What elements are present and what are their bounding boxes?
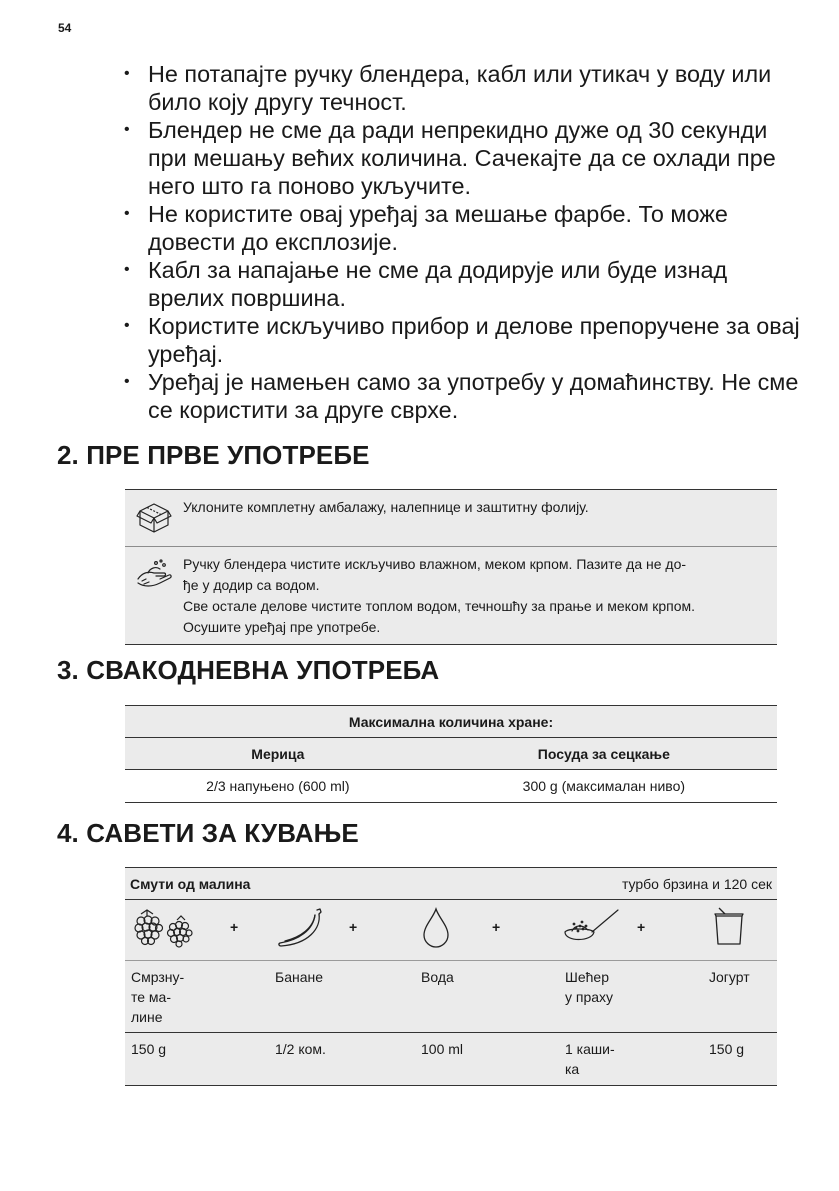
column-header-measuring-cup: Мерица (125, 738, 431, 770)
bullet-dot: • (124, 317, 130, 334)
cleaning-text: Ручку блендера чистите искључиво влажном, меком крпом. Пазите да не до- ђе у додир са водом. Све остале делове чистите топлом водом, течношћу за прање и меком крпом. Осушите уређај пре употребе. (183, 556, 696, 635)
max-quantity-table (125, 705, 777, 803)
ingredient-amount: 1 каши- ка (565, 1041, 615, 1077)
plus-sign: + (637, 919, 646, 935)
plus-sign: + (230, 919, 239, 935)
recipe-table (125, 867, 777, 1086)
table-title: Максимална количина хране: (125, 706, 777, 738)
ingredient-amount: 1/2 ком. (275, 1041, 326, 1057)
ingredient-name: Смрзну- те ма- лине (131, 969, 185, 1025)
ingredient-amount: 150 g (131, 1041, 167, 1057)
yogurt-cup-icon (711, 906, 747, 955)
info-row-cleaning (125, 546, 777, 644)
wash-hand-icon (125, 547, 183, 644)
cell-chopper-bowl-value: 300 g (максималан ниво) (431, 770, 777, 803)
recipe-setting: турбо брзина и 120 сек (621, 875, 772, 892)
banana-icon (275, 906, 325, 955)
bullet-item: • Не потапајте ручку блендера, кабл или утикач у воду или било коју другу течност. (124, 61, 772, 115)
section-title-before-first-use: 2. ПРЕ ПРВЕ УПОТРЕБЕ (57, 440, 370, 470)
bullet-item: • Користите искључиво прибор и делове препоручене за овај уређај. (124, 313, 800, 367)
section-title-daily-use: 3. СВАКОДНЕВНА УПОТРЕБА (57, 655, 440, 685)
section-title-cooking-tips: 4. САВЕТИ ЗА КУВАЊЕ (57, 818, 359, 848)
packaging-icon (125, 490, 183, 546)
recipe-header (125, 867, 777, 900)
packaging-text: Уклоните комплетну амбалажу, налепнице и заштитну фолију. (183, 499, 589, 515)
recipe-name: Смути од малина (130, 875, 251, 892)
water-drop-icon (421, 906, 451, 955)
ingredient-name: Банане (275, 969, 324, 985)
ingredient-icons-row (125, 900, 777, 961)
ingredient-name: Шећер у праху (565, 969, 614, 1005)
bullet-item: • Не користите овај уређај за мешање фарбе. То може довести до експлозије. (124, 201, 728, 255)
ingredient-names-row (125, 961, 777, 1033)
plus-sign: + (349, 919, 358, 935)
before-first-use-box (125, 489, 777, 645)
bullet-item: • Кабл за напајање не сме да додирује или буде изнад врелих површина. (124, 257, 728, 311)
bullet-item: • Блендер не сме да ради непрекидно дуже од 30 секунди при мешању већих количина. Сачекајте да се охлади пре него што га поново укључите. (124, 117, 776, 199)
plus-sign: + (492, 919, 501, 935)
bullet-item: • Уређај је намењен само за употребу у домаћинству. Не сме се користити за друге сврхе. (124, 369, 799, 423)
bullet-dot: • (124, 65, 130, 82)
ingredient-name: Јогурт (709, 969, 750, 985)
info-row-packaging (125, 490, 777, 546)
ingredient-amount: 100 ml (421, 1041, 464, 1057)
ingredient-name: Вода (421, 969, 454, 985)
ingredient-amounts-row (125, 1033, 777, 1086)
bullet-dot: • (124, 261, 130, 278)
ingredient-amount: 150 g (709, 1041, 745, 1057)
column-header-chopper-bowl: Посуда за сецкање (431, 738, 777, 770)
bullet-dot: • (124, 121, 130, 138)
raspberry-icon (131, 906, 197, 955)
safety-bullet-list (122, 60, 802, 424)
sugar-spoon-icon (562, 906, 622, 955)
cell-measuring-cup-value: 2/3 напуњено (600 ml) (125, 770, 431, 803)
bullet-dot: • (124, 205, 130, 222)
page-number: 54 (58, 21, 72, 35)
bullet-dot: • (124, 373, 130, 390)
